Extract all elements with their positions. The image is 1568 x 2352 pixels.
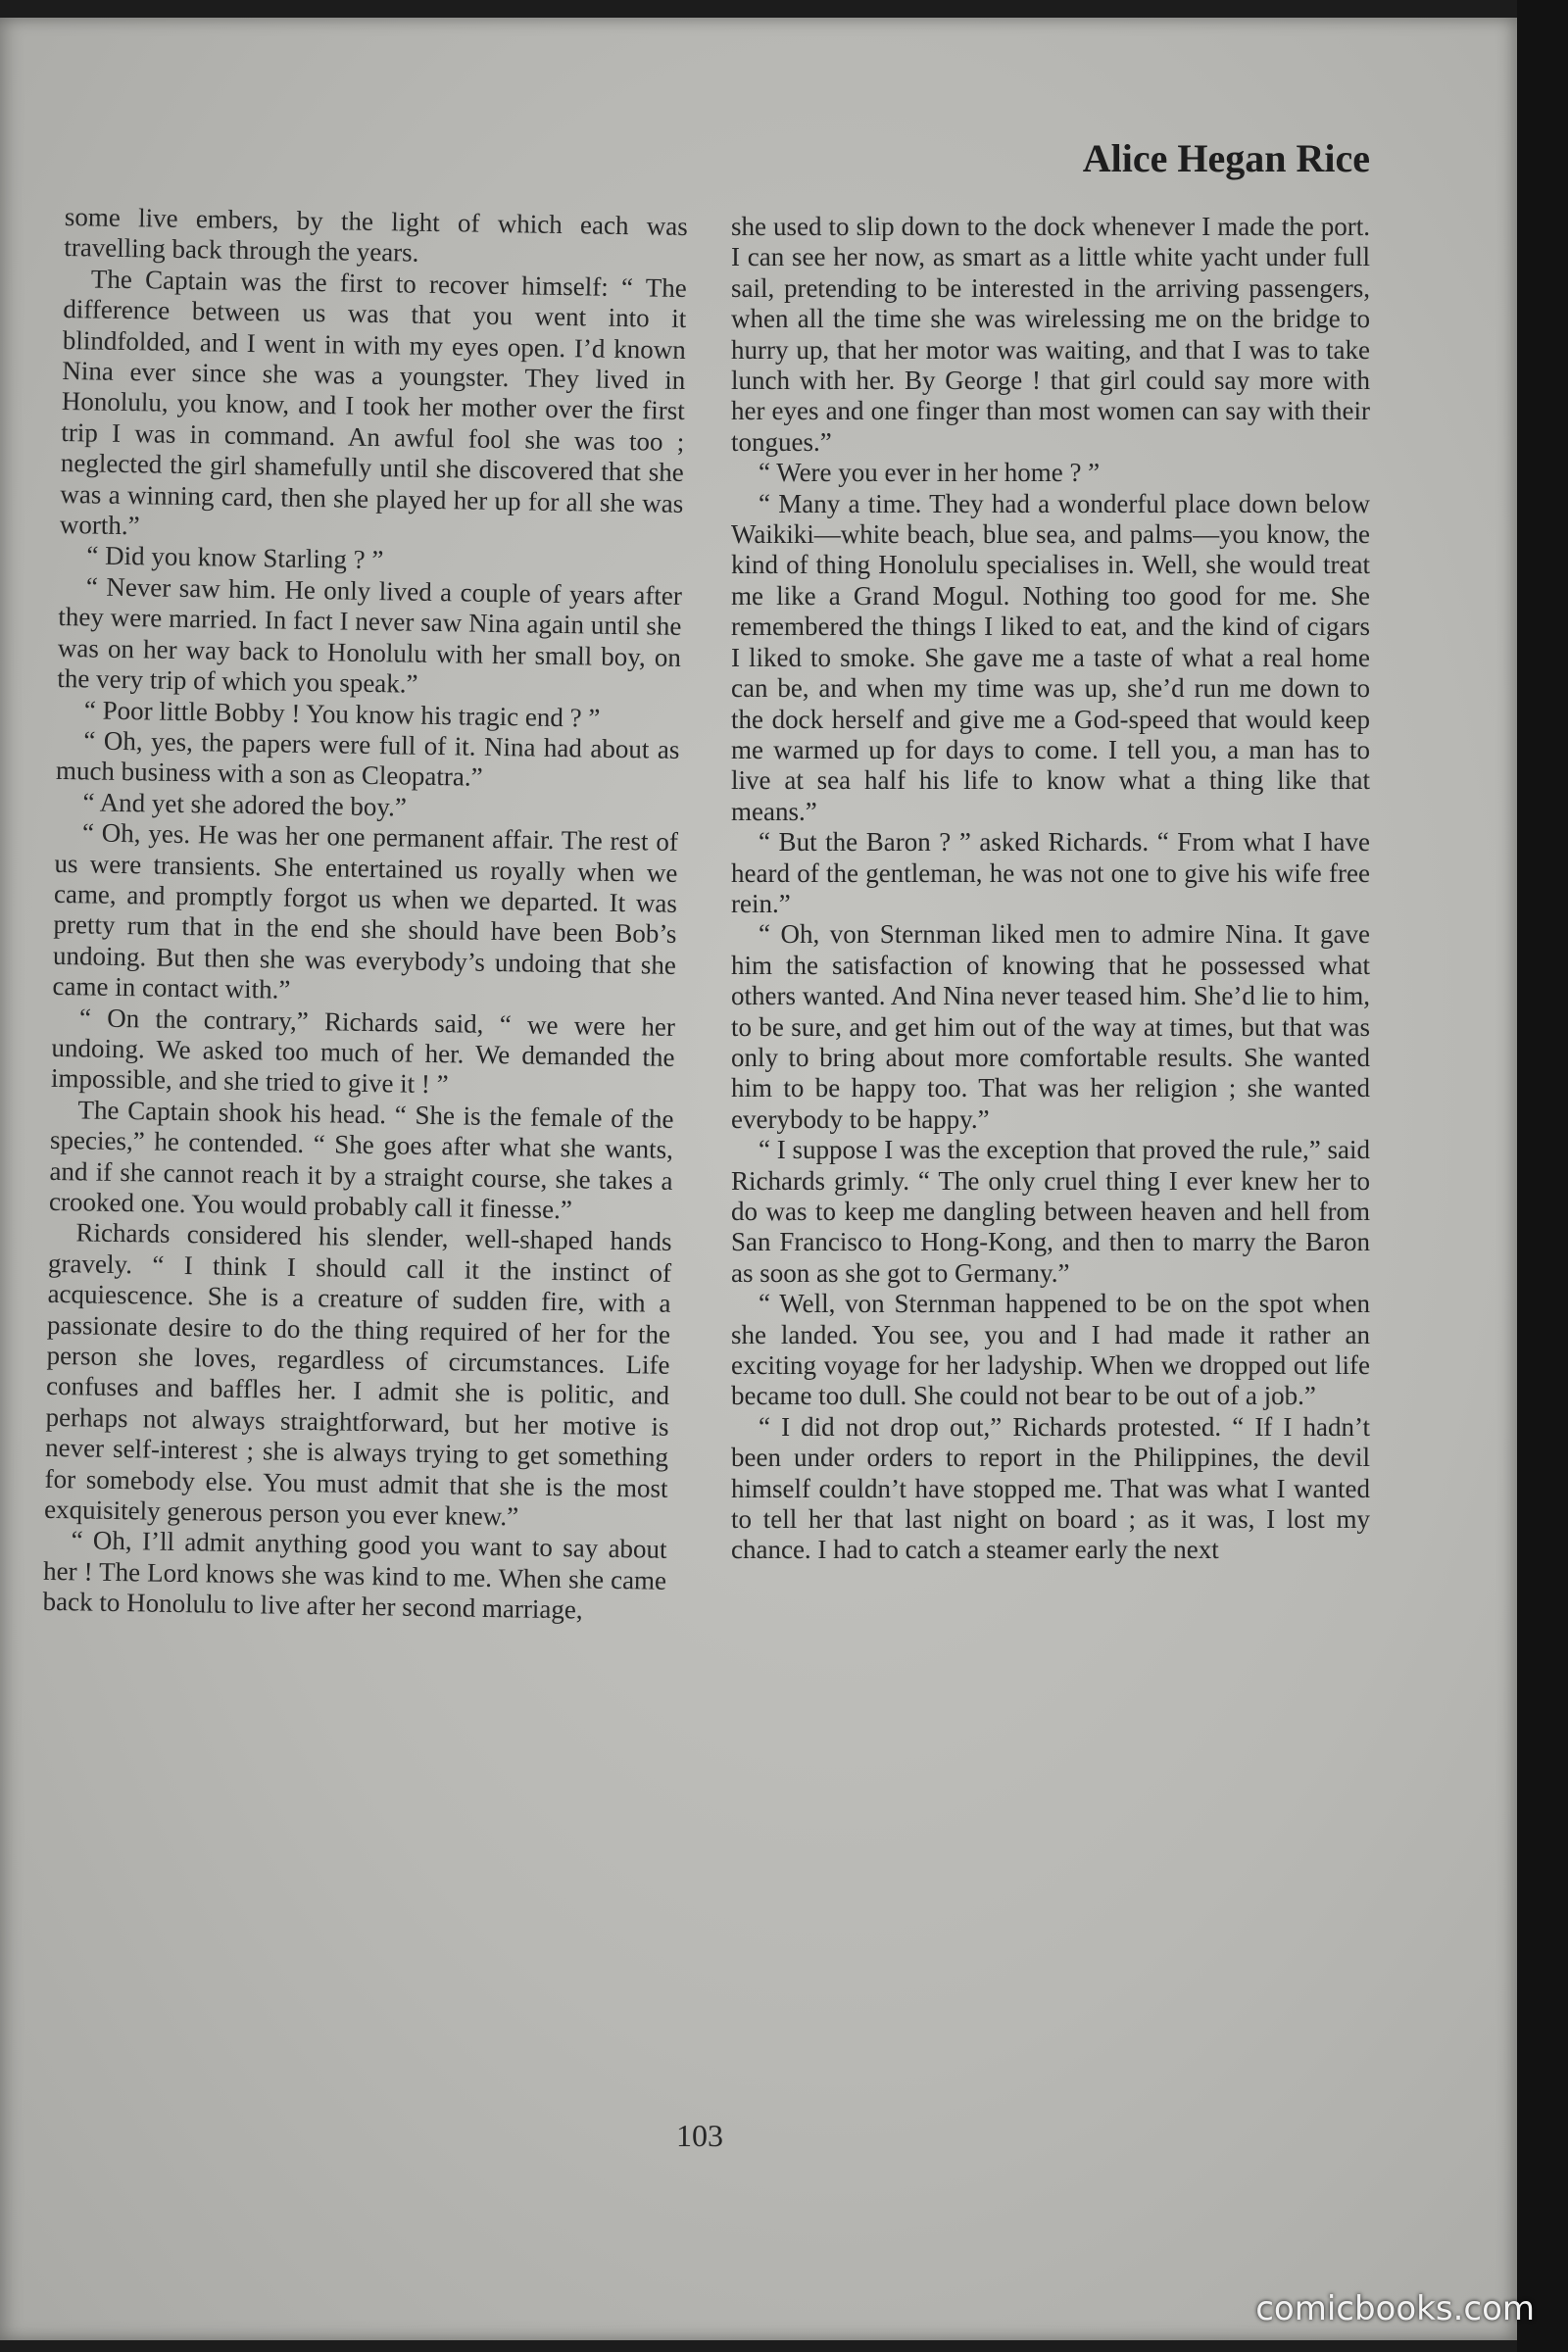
paragraph: “ Many a time. They had a wonderful place down below Waikiki—white beach, blue sea, and palms—you know, the kind of thing Honolulu specialises in. Well, she would treat me like a Grand Mogul. Nothing too good for me. She remembered the things I liked to eat, and the kind of cigars I liked to smoke. She gave me a taste of what a real home can be, and when my time was up, she’d run me down to the dock herself and give me a God-speed that would keep me warmed up for days to come. I tell you, a man has to live at sea half his life to know what a thing like that means.”: [731, 488, 1370, 826]
paragraph: she used to slip down to the dock whenever I made the port. I can see her now, as smart as a little white yacht under full sail, pretending to be interested in the arriving passengers, when all the time she was wirelessing me on the bridge to hurry up, that her motor was waiting, and that I was to take lunch with her. By George ! that girl could say more with her eyes and one finger than most women can say with their tongues.”: [731, 212, 1370, 457]
paragraph: “ Oh, von Sternman liked men to admire Nina. It gave him the satisfaction of knowing that he possessed what others wanted. And Nina never teased him. She’d lie to him, to be sure, and get him out of the way at times, but that was only to bring about more comfortable results. She wanted him to be happy too. That was her religion ; she wanted everybody to be happy.”: [731, 919, 1370, 1134]
paragraph: The Captain shook his head. “ She is the female of the species,” he contended. “ She goes after what she wants, and if she cannot reach it by a straight course, she takes a crooked one. You would probably call it finesse.”: [48, 1095, 674, 1225]
paragraph: “ Oh, I’ll admit anything good you want to say about her ! The Lord knows she was kind to me. When she came back to Honolulu to live after her second marriage,: [42, 1525, 667, 1625]
paragraph: “ I suppose I was the exception that proved the rule,” said Richards grimly. “ The only cruel thing I ever knew her to do was to keep me dangling between heaven and hell from San Francisco to Hong-Kong, and then to marry the Baron as soon as she got to Germany.”: [731, 1135, 1370, 1288]
paragraph: “ Did you know Starling ? ”: [86, 540, 384, 575]
book-spine: [1517, 0, 1568, 2352]
paragraph: “ Oh, yes, the papers were full of it. Nina had about as much business with a son as Cleopatra.”: [55, 725, 680, 793]
paragraph: “ Poor little Bobby ! You know his tragic end ? ”: [83, 694, 601, 733]
running-head: Alice Hegan Rice: [1082, 136, 1370, 180]
paragraph: some live embers, by the light of which each was travelling back through the years.: [64, 202, 688, 269]
paragraph: “ On the contrary,” Richards said, “ we were her undoing. We asked too much of her. We demanded the impossible, and she tried to give it ! ”: [50, 1002, 676, 1100]
left-column: [42, 202, 688, 1627]
watermark: comicbooks.com: [1255, 2289, 1535, 2328]
right-column: [731, 212, 1370, 1566]
paragraph: Richards considered his slender, well-shaped hands gravely. “ I think I should call it the instinct of acquiescence. She is a creature of sudden fire, with a passionate desire to do the thing required of her for the person she loves, regardless of circumstances. Life confuses and baffles her. I admit she is politic, and perhaps not always straightforward, but her motive is never self-interest ; she is always trying to get something for somebody else. You must admit that she is the most exquisitely generous person you ever knew.”: [43, 1217, 672, 1532]
paragraph: “ Oh, yes. He was her one permanent affair. The rest of us were transients. She entertained us royally when we came, and promptly forgot us when we departed. It was pretty rum that in the end she should have been Bob’s undoing. But then she was everybody’s undoing that she came in contact with.”: [52, 817, 679, 1004]
page-number: 103: [676, 2118, 723, 2153]
paragraph: “ Never saw him. He only lived a couple of years after they were married. In fact I never saw Nina again until she was on her way back to Honolulu with her small boy, on the very trip of which you speak.”: [57, 571, 683, 699]
paragraph: “ And yet she adored the boy.”: [82, 787, 408, 822]
book-page: [0, 18, 1517, 2340]
paragraph: “ But the Baron ? ” asked Richards. “ From what I have heard of the gentleman, he was not one to give his wife free rein.”: [731, 827, 1370, 918]
paragraph: “ Were you ever in her home ? ”: [759, 458, 1101, 488]
paragraph: The Captain was the first to recover himself: “ The difference between us was that you went into it blindfolded, and I went in with my eyes open. I’d known Nina ever since she was a youngster. They lived in Honolulu, you know, and I took her mother over the first trip I was in command. An awful fool she was too ; neglected the girl shamefully until she discovered that she was a winning card, then she played her up for all she was worth.”: [59, 264, 688, 541]
paragraph: “ Well, von Sternman happened to be on the spot when she landed. You see, you and I had made it rather an exciting voyage for her ladyship. When we dropped out life became too dull. She could not bear to be out of a job.”: [731, 1289, 1370, 1411]
paragraph: “ I did not drop out,” Richards protested. “ If I hadn’t been under orders to report in the Philippines, the devil himself couldn’t have stopped me. That was what I wanted to tell her that last night on board ; as it was, I lost my chance. I had to catch a steamer early the next: [731, 1411, 1370, 1565]
